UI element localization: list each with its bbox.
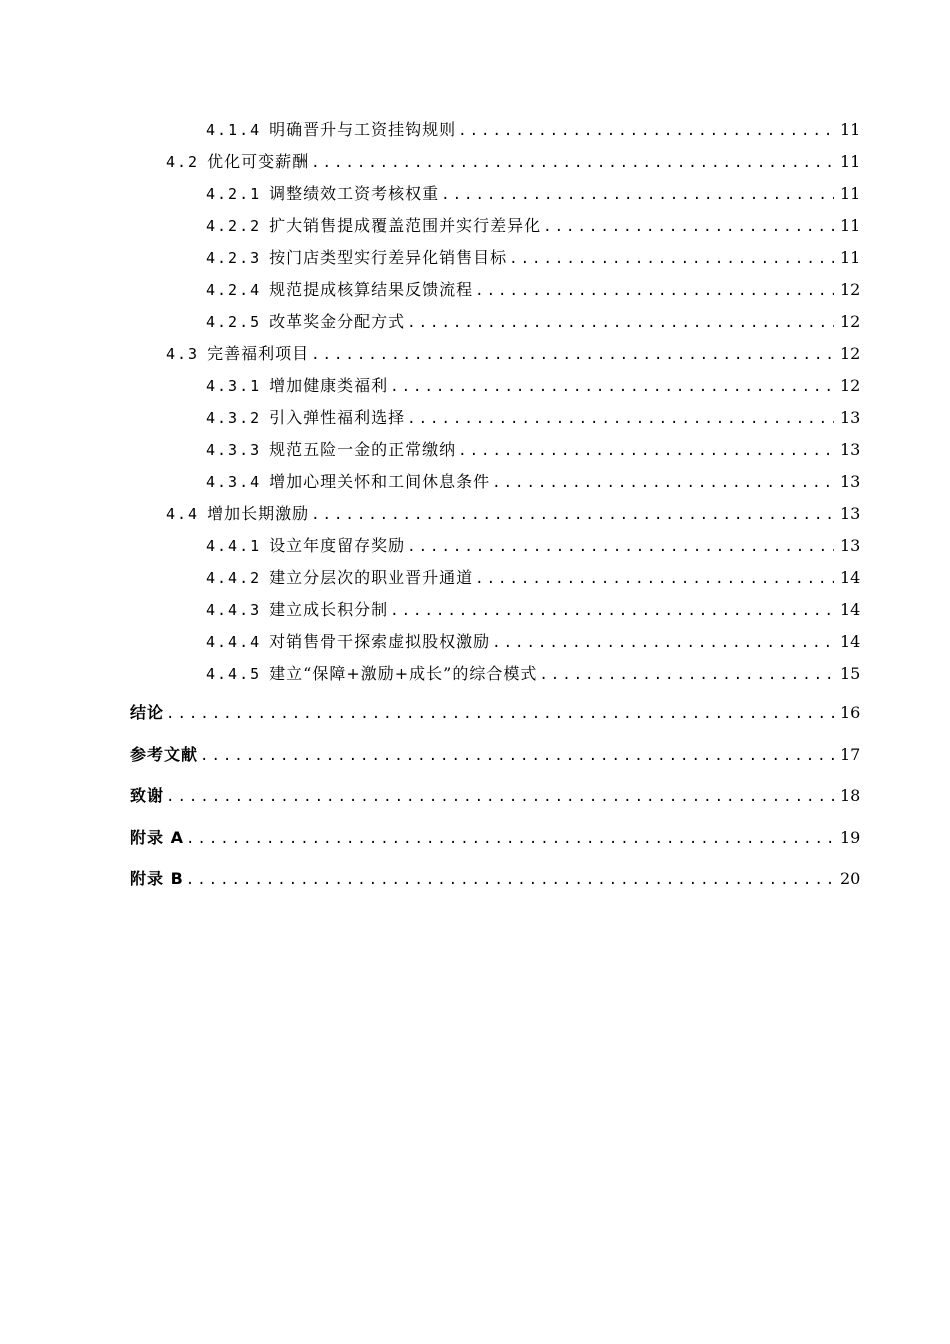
toc-dot-leader <box>390 371 834 403</box>
toc-entry-title: 结论 <box>130 703 165 722</box>
toc-entry <box>0 858 861 900</box>
toc-entry-title: 增加长期激励 <box>207 504 310 523</box>
toc-dot-leader <box>311 147 834 179</box>
toc-dot-leader <box>166 777 834 819</box>
toc-entry-number: 4.2 <box>166 153 200 171</box>
toc-entry-title: 对销售骨干探索虚拟股权激励 <box>269 632 491 651</box>
toc-entry <box>0 434 861 466</box>
toc-dot-leader <box>186 860 834 902</box>
toc-entry-page: 11 <box>840 248 861 267</box>
toc-dot-leader <box>539 659 834 691</box>
toc-entry-number: 4.3.2 <box>206 409 262 427</box>
toc-entry <box>0 775 861 817</box>
toc-entry-number: 4.2.3 <box>206 249 262 267</box>
toc-dot-leader <box>543 211 834 243</box>
toc-entry-page: 11 <box>840 120 861 139</box>
toc-entry-page: 12 <box>840 312 861 331</box>
toc-entry <box>0 562 861 594</box>
toc-entry <box>0 114 861 146</box>
toc-entry <box>0 498 861 530</box>
toc-dot-leader <box>458 435 834 467</box>
toc-dot-leader <box>407 531 834 563</box>
toc-entry-title: 优化可变薪酬 <box>207 152 310 171</box>
toc-entry-title: 改革奖金分配方式 <box>269 312 406 331</box>
toc-dot-leader <box>311 339 834 371</box>
toc-entry-page: 17 <box>840 744 861 764</box>
toc-dot-leader <box>475 563 834 595</box>
toc-entry-page: 13 <box>840 440 861 459</box>
toc-entry-title: 扩大销售提成覆盖范围并实行差异化 <box>269 216 542 235</box>
toc-dot-leader <box>407 403 834 435</box>
toc-dot-leader <box>166 694 834 736</box>
toc-entry-number: 4.4 <box>166 505 200 523</box>
toc-dot-leader <box>407 307 834 339</box>
toc-entry-number: 4.3 <box>166 345 200 363</box>
toc-entry-page: 13 <box>840 472 861 491</box>
toc-entry-page: 12 <box>840 344 861 363</box>
toc-entry-title: 增加健康类福利 <box>269 376 389 395</box>
toc-dot-leader <box>311 499 834 531</box>
toc-entry-number: 4.4.1 <box>206 537 262 555</box>
toc-entry <box>0 274 861 306</box>
toc-entry-number: 4.3.3 <box>206 441 262 459</box>
toc-entry-number: 4.2.4 <box>206 281 262 299</box>
toc-entry <box>0 530 861 562</box>
toc-entry-number: 4.4.5 <box>206 665 262 683</box>
toc-entry <box>0 306 861 338</box>
toc-entry-title: 规范提成核算结果反馈流程 <box>269 280 474 299</box>
toc-entry-title: 增加心理关怀和工间休息条件 <box>269 472 491 491</box>
toc-entry-title: 引入弹性福利选择 <box>269 408 406 427</box>
toc-entry <box>0 338 861 370</box>
toc-entry <box>0 146 861 178</box>
toc-entry-number: 4.2.5 <box>206 313 262 331</box>
toc-entry-page: 15 <box>840 664 861 683</box>
toc-entry-page: 14 <box>840 632 861 651</box>
toc-dot-leader <box>390 595 834 627</box>
toc-entry-page: 19 <box>840 827 861 847</box>
toc-entry-page: 13 <box>840 504 861 523</box>
toc-entry-title: 建立“保障+激励+成长”的综合模式 <box>269 664 538 683</box>
toc-entry-page: 12 <box>840 280 861 299</box>
toc-entry-number: 4.4.4 <box>206 633 262 651</box>
toc-entry-title: 明确晋升与工资挂钩规则 <box>269 120 457 139</box>
toc-entry-number: 4.2.1 <box>206 185 262 203</box>
toc-entry <box>0 178 861 210</box>
toc-entry-page: 18 <box>840 786 861 805</box>
toc-entry-number: 4.1.4 <box>206 121 262 139</box>
toc-entry-number: 4.4.3 <box>206 601 262 619</box>
toc-entry-number: 4.3.4 <box>206 473 262 491</box>
toc-dot-leader <box>441 179 834 211</box>
toc-dot-leader <box>492 467 834 499</box>
toc-entry-title: 致谢 <box>130 786 165 805</box>
toc-entry-number: 4.2.2 <box>206 217 262 235</box>
toc-dot-leader <box>475 275 834 307</box>
toc-entry <box>0 692 861 734</box>
toc-entry-page: 14 <box>840 568 861 587</box>
toc-entry <box>0 466 861 498</box>
toc-entry <box>0 658 861 690</box>
toc-entry-title: 规范五险一金的正常缴纳 <box>269 440 457 459</box>
toc-entry-number: 4.4.2 <box>206 569 262 587</box>
toc-entry-title: 附录 A <box>130 827 184 847</box>
toc-entry-page: 16 <box>840 703 861 722</box>
toc-entry-title: 完善福利项目 <box>207 344 310 363</box>
toc-dot-leader <box>492 627 834 659</box>
toc-entry-title: 按门店类型实行差异化销售目标 <box>269 248 508 267</box>
toc-dot-leader <box>458 115 834 147</box>
toc-entry-page: 20 <box>840 869 861 888</box>
toc-entry <box>0 402 861 434</box>
toc-entry <box>0 626 861 658</box>
toc-entry-page: 12 <box>840 376 861 395</box>
toc-dot-leader <box>509 243 834 275</box>
toc-dot-leader <box>186 819 834 861</box>
toc-entry-title: 附录 B <box>130 869 184 888</box>
toc-entry-title: 建立成长积分制 <box>269 600 389 619</box>
toc-entry <box>0 210 861 242</box>
toc-entry-page: 11 <box>840 216 861 235</box>
toc-entry-number: 4.3.1 <box>206 377 262 395</box>
toc-entry <box>0 734 861 776</box>
toc-entry <box>0 370 861 402</box>
toc-entry-title: 建立分层次的职业晋升通道 <box>269 568 474 587</box>
toc-entry-title: 设立年度留存奖励 <box>269 536 406 555</box>
table-of-contents <box>0 114 950 900</box>
toc-entry-page: 13 <box>840 408 861 427</box>
toc-entry <box>0 242 861 274</box>
toc-dot-leader <box>200 736 834 778</box>
toc-entry-title: 调整绩效工资考核权重 <box>269 184 440 203</box>
toc-entry-page: 14 <box>840 600 861 619</box>
toc-entry-page: 13 <box>840 536 861 555</box>
toc-entry-title: 参考文献 <box>130 744 199 764</box>
toc-entry-page: 11 <box>840 152 861 171</box>
toc-entry-page: 11 <box>840 184 861 203</box>
toc-entry <box>0 817 861 859</box>
toc-entry <box>0 594 861 626</box>
